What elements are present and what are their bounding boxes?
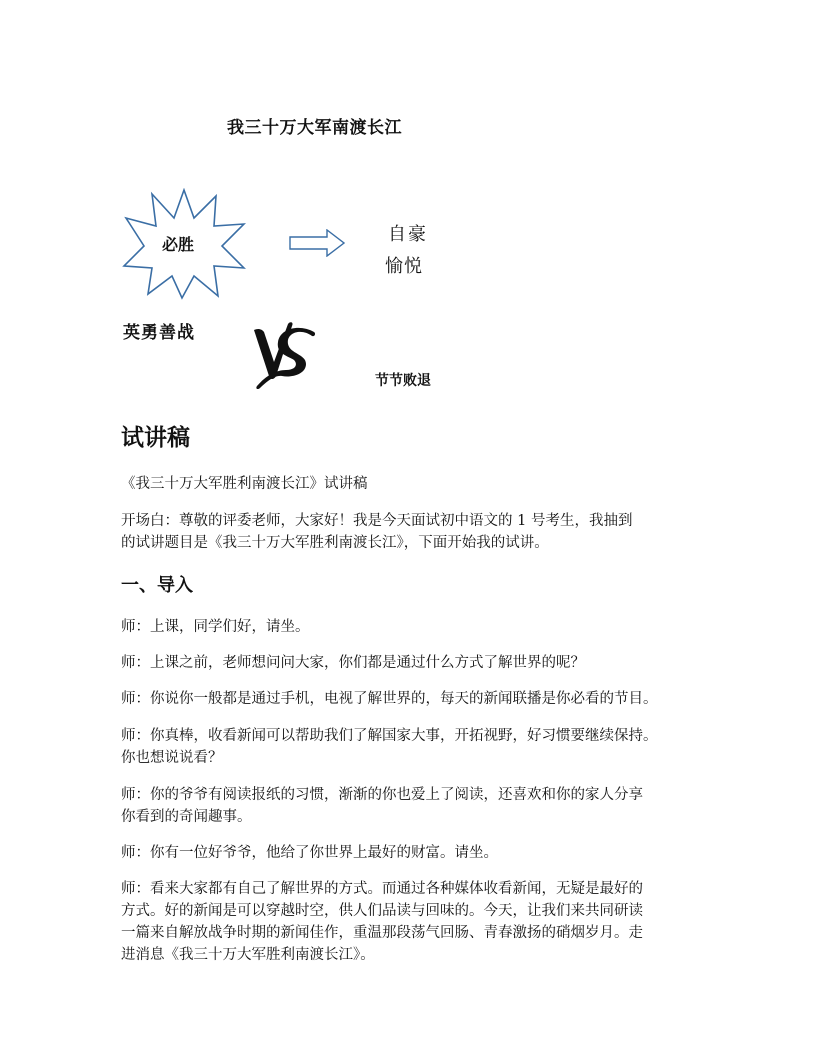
document-heading: 试讲稿 (121, 425, 190, 451)
burst-label: 必胜 (162, 235, 195, 254)
result-word-joy: 愉悦 (385, 256, 423, 277)
paragraph-line: 师：你有一位好爷爷，他给了你世界上最好的财富。请坐。 (121, 845, 498, 861)
paragraph-line: 师：上课，同学们好，请坐。 (121, 619, 310, 635)
paragraph (121, 784, 711, 828)
paragraph-line: 师：看来大家都有自己了解世界的方式。而通过各种媒体收看新闻，无疑是最好的 (121, 881, 643, 897)
paragraph (121, 652, 711, 674)
right-side-label: 节节败退 (375, 373, 431, 389)
paragraph-line: 师：你真棒，收看新闻可以帮助我们了解国家大事，开拓视野，好习惯要继续保持。 (121, 728, 658, 744)
board-title: 我三十万大军南渡长江 (227, 118, 402, 138)
paragraph-line: 师：你说你一般都是通过手机，电视了解世界的，每天的新闻联播是你必看的节目。 (121, 691, 658, 707)
paragraph (121, 842, 711, 864)
paragraph (121, 878, 711, 966)
paragraph (121, 616, 711, 638)
paragraph-line: 你也想说说看？ (121, 750, 223, 766)
paragraph-line: 方式。好的新闻是可以穿越时空，供人们品读与回味的。今天，让我们来共同研读 (121, 903, 643, 919)
paragraph (121, 688, 721, 710)
opening-remarks (121, 510, 711, 554)
document-subtitle: 《我三十万大军胜利南渡长江》试讲稿 (121, 476, 368, 492)
left-side-label: 英勇善战 (123, 323, 195, 343)
paragraph-line: 师：上课之前，老师想问问大家，你们都是通过什么方式了解世界的呢？ (121, 655, 585, 671)
vs-brush-mark (252, 318, 318, 392)
section-heading: 一、导入 (121, 575, 193, 596)
paragraph-line: 你看到的奇闻趣事。 (121, 809, 252, 825)
opening-line: 的试讲题目是《我三十万大军胜利南渡长江》，下面开始我的试讲。 (121, 535, 549, 551)
opening-line: 开场白：尊敬的评委老师，大家好！我是今天面试初中语文的 1 号考生，我抽到 (121, 513, 633, 529)
paragraph (121, 725, 721, 769)
paragraph-line: 进消息《我三十万大军胜利南渡长江》。 (121, 947, 375, 963)
paragraph-line: 师：你的爷爷有阅读报纸的习惯，渐渐的你也爱上了阅读，还喜欢和你的家人分享 (121, 787, 643, 803)
paragraph-line: 一篇来自解放战争时期的新闻佳作，重温那段荡气回肠、青春激扬的硝烟岁月。走 (121, 925, 643, 941)
right-arrow-icon (289, 229, 345, 257)
result-word-pride: 自豪 (388, 224, 428, 245)
